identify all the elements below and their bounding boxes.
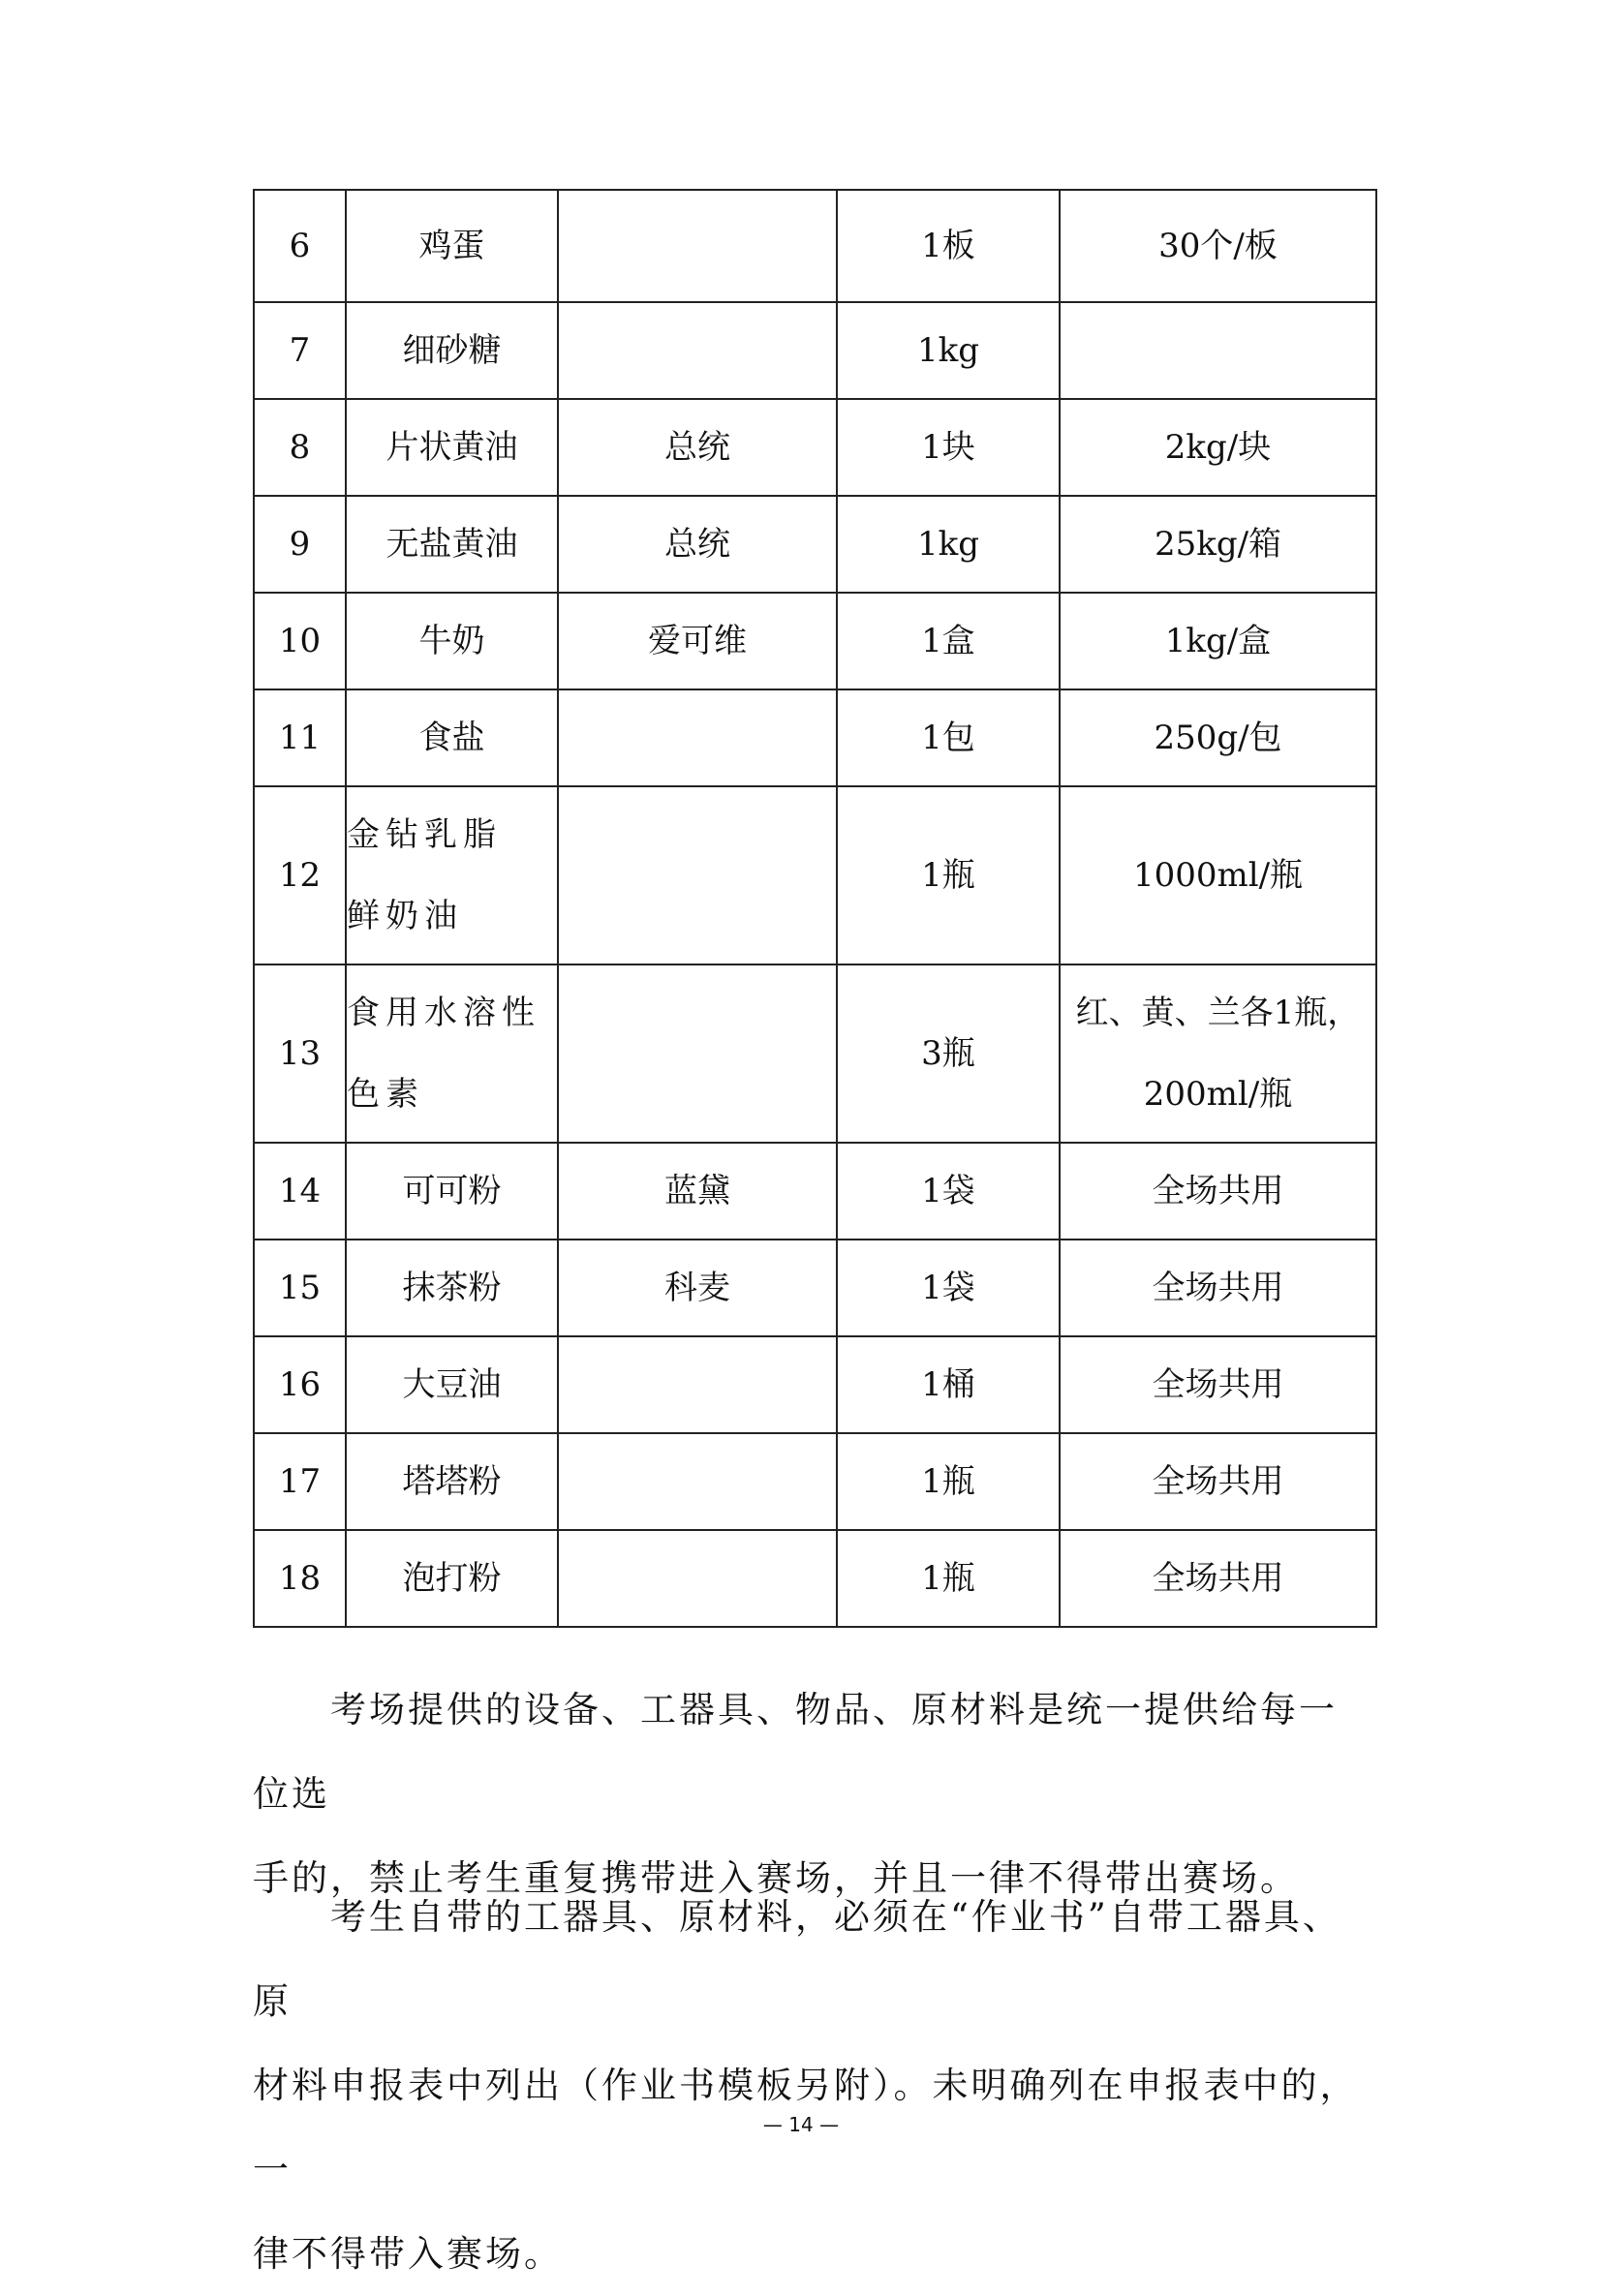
table-row: [254, 964, 1376, 1143]
quantity-cell: 1瓶: [837, 1433, 1060, 1530]
note-cell-line: 全场共用: [1152, 1559, 1284, 1598]
note-cell: [1060, 1143, 1376, 1240]
quantity-cell: 1瓶: [837, 1530, 1060, 1627]
item-name-cell-line: 细砂糖: [402, 331, 502, 370]
table-row: [254, 593, 1376, 689]
brand-cell: [558, 1433, 837, 1530]
note-cell: [1060, 302, 1376, 399]
item-name-cell: [346, 964, 558, 1143]
item-name-cell-line: 鸡蛋: [418, 227, 485, 265]
item-name-cell: [346, 302, 558, 399]
materials-table: [253, 189, 1377, 1628]
quantity-cell: 1板: [837, 190, 1060, 302]
note-cell-line: 250g/包: [1154, 719, 1282, 757]
item-name-cell: [346, 399, 558, 496]
brand-cell: 总统: [558, 496, 837, 593]
paragraph-1-line-2: 手的，禁止考生重复携带进入赛场，并且一律不得带出赛场。: [253, 1857, 1299, 1899]
brand-cell: [558, 689, 837, 786]
row-number-cell: 17: [254, 1433, 346, 1530]
item-name-cell: [346, 1530, 558, 1627]
item-name-cell: [346, 786, 558, 964]
row-number-cell: 12: [254, 786, 346, 964]
row-number-cell: 7: [254, 302, 346, 399]
row-number-cell: 9: [254, 496, 346, 593]
item-name-cell-line: 食用水溶性: [347, 994, 540, 1032]
item-name-cell-line: 牛奶: [418, 622, 485, 660]
note-cell: [1060, 190, 1376, 302]
note-cell-line: 25kg/箱: [1154, 525, 1282, 564]
brand-cell: [558, 786, 837, 964]
note-cell-line: 1000ml/瓶: [1132, 856, 1304, 895]
item-name-cell-line: 片状黄油: [385, 428, 518, 467]
item-name-cell: [346, 190, 558, 302]
item-name-cell-line: 无盐黄油: [385, 525, 518, 564]
row-number-cell: 14: [254, 1143, 346, 1240]
brand-cell: 蓝黛: [558, 1143, 837, 1240]
item-name-cell-line: 抹茶粉: [402, 1269, 502, 1307]
note-cell-line: 2kg/块: [1164, 428, 1272, 467]
brand-cell: [558, 302, 837, 399]
row-number-cell: 6: [254, 190, 346, 302]
quantity-cell: 1袋: [837, 1143, 1060, 1240]
brand-cell: [558, 190, 837, 302]
brand-cell: 爱可维: [558, 593, 837, 689]
item-name-cell: [346, 689, 558, 786]
note-cell: [1060, 964, 1376, 1143]
brand-cell: [558, 1530, 837, 1627]
quantity-cell: 3瓶: [837, 964, 1060, 1143]
note-cell-line: 红、黄、兰各1瓶，: [1075, 994, 1361, 1032]
table-row: [254, 496, 1376, 593]
note-cell: [1060, 1336, 1376, 1433]
paragraph-2: [253, 1875, 1375, 2296]
note-cell: [1060, 786, 1376, 964]
table-row: [254, 1240, 1376, 1336]
item-name-cell-line: 可可粉: [402, 1172, 502, 1210]
row-number-cell: 16: [254, 1336, 346, 1433]
page-number: — 14 —: [762, 2113, 840, 2136]
note-cell: [1060, 399, 1376, 496]
brand-cell: 科麦: [558, 1240, 837, 1336]
note-cell: [1060, 1530, 1376, 1627]
table-row: [254, 1336, 1376, 1433]
note-cell: [1060, 593, 1376, 689]
note-cell-line: 全场共用: [1152, 1365, 1284, 1404]
table-row: [254, 689, 1376, 786]
note-cell: [1060, 1240, 1376, 1336]
item-name-cell: [346, 1143, 558, 1240]
table-row: [254, 302, 1376, 399]
note-cell-line: 全场共用: [1152, 1269, 1284, 1307]
item-name-cell-line: 金钻乳脂: [347, 815, 502, 854]
quantity-cell: 1桶: [837, 1336, 1060, 1433]
table-row: [254, 786, 1376, 964]
quantity-cell: 1kg: [837, 302, 1060, 399]
table-row: [254, 1143, 1376, 1240]
quantity-cell: 1kg: [837, 496, 1060, 593]
item-name-cell-line: 泡打粉: [402, 1559, 502, 1598]
note-cell: [1060, 1433, 1376, 1530]
paragraph-2-line-2: 材料申报表中列出（作业书模板另附）。未明确列在申报表中的，一: [253, 2065, 1359, 2190]
row-number-cell: 8: [254, 399, 346, 496]
brand-cell: 总统: [558, 399, 837, 496]
brand-cell: [558, 964, 837, 1143]
paragraph-2-line-3: 律不得带入赛场。: [253, 2233, 563, 2275]
table-row: [254, 190, 1376, 302]
note-cell-line: 1kg/盒: [1164, 622, 1272, 660]
table-row: [254, 1433, 1376, 1530]
paragraph-2-line-1: 考生自带的工器具、原材料，必须在“作业书”自带工器具、原: [253, 1896, 1341, 2022]
item-name-cell-line: 色素: [347, 1075, 424, 1114]
quantity-cell: 1块: [837, 399, 1060, 496]
note-cell: [1060, 496, 1376, 593]
table-body: [254, 190, 1376, 1627]
item-name-cell-line: 塔塔粉: [402, 1462, 502, 1501]
table-row: [254, 1530, 1376, 1627]
row-number-cell: 15: [254, 1240, 346, 1336]
quantity-cell: 1瓶: [837, 786, 1060, 964]
item-name-cell: [346, 1336, 558, 1433]
row-number-cell: 13: [254, 964, 346, 1143]
note-cell-line: 全场共用: [1152, 1172, 1284, 1210]
item-name-cell: [346, 1433, 558, 1530]
table-row: [254, 399, 1376, 496]
note-cell-line: 30个/板: [1158, 227, 1278, 265]
quantity-cell: 1盒: [837, 593, 1060, 689]
quantity-cell: 1袋: [837, 1240, 1060, 1336]
row-number-cell: 10: [254, 593, 346, 689]
item-name-cell-line: 大豆油: [402, 1365, 502, 1404]
item-name-cell: [346, 496, 558, 593]
item-name-cell: [346, 593, 558, 689]
row-number-cell: 11: [254, 689, 346, 786]
note-cell-line: 全场共用: [1152, 1462, 1284, 1501]
brand-cell: [558, 1336, 837, 1433]
row-number-cell: 18: [254, 1530, 346, 1627]
quantity-cell: 1包: [837, 689, 1060, 786]
item-name-cell: [346, 1240, 558, 1336]
paragraph-1-line-1: 考场提供的设备、工器具、物品、原材料是统一提供给每一位选: [253, 1689, 1338, 1815]
item-name-cell-line: 鲜奶油: [347, 897, 463, 935]
note-cell: [1060, 689, 1376, 786]
note-cell-line: 200ml/瓶: [1143, 1075, 1293, 1114]
item-name-cell-line: 食盐: [418, 719, 485, 757]
